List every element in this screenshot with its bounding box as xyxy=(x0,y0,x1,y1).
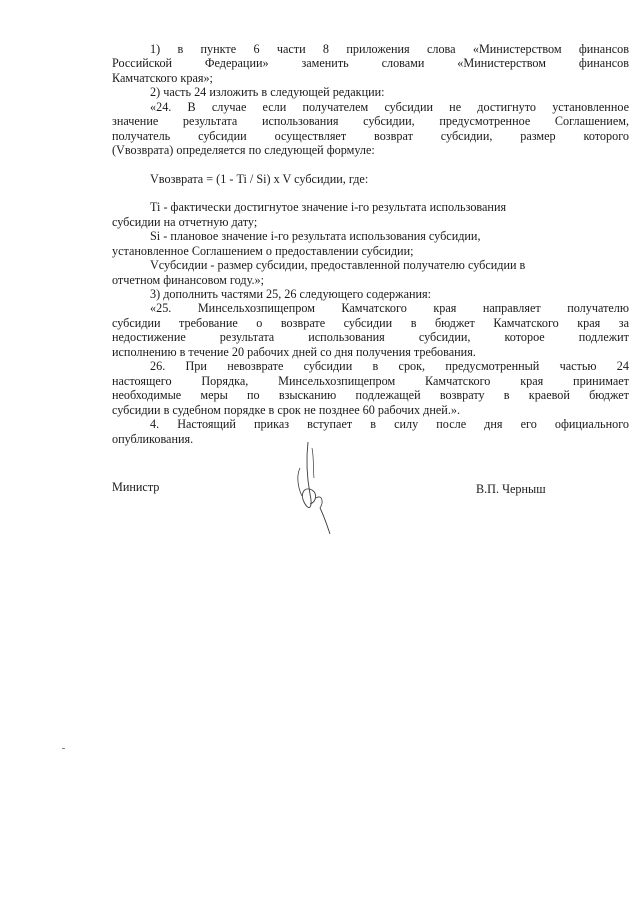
text-line: субсидии в судебном порядке в срок не позднее 60 рабочих дней.». xyxy=(112,403,461,417)
text-line: «24. В случае если получателем субсидии не достигнуто установленное xyxy=(150,100,629,114)
text-line: опубликования. xyxy=(112,432,194,446)
text-line: субсидии требование о возврате субсидии в бюджет Камчатского края за xyxy=(112,316,629,330)
text-line: Камчатского края»; xyxy=(112,71,213,85)
signatory-title: Министр xyxy=(112,480,160,494)
handwritten-signature xyxy=(282,438,342,538)
text-line: Ti - фактически достигнутое значение i-го результата использования xyxy=(150,200,507,214)
text-line: исполнению в течение 20 рабочих дней со дня получения требования. xyxy=(112,345,476,359)
text-line: 26. При невозврате субсидии в срок, предусмотренный частью 24 xyxy=(150,359,629,373)
text-line: недостижение результата использования субсидии, которое подлежит xyxy=(112,330,629,344)
formula-line: Vвозврата = (1 - Ti / Si) x V субсидии, где: xyxy=(150,172,369,186)
scan-speck xyxy=(62,748,65,749)
text-line: 4. Настоящий приказ вступает в силу после дня его официального xyxy=(150,417,629,431)
text-line: Vсубсидии - размер субсидии, предоставленной получателю субсидии в xyxy=(150,258,526,272)
text-line: 3) дополнить частями 25, 26 следующего содержания: xyxy=(150,287,432,301)
text-line: (Vвозврата) определяется по следующей формуле: xyxy=(112,143,375,157)
text-line: «25. Минсельхозпищепром Камчатского края направляет получателю xyxy=(150,301,629,315)
text-line: субсидии на отчетную дату; xyxy=(112,215,258,229)
signatory-name: В.П. Черныш xyxy=(476,482,546,496)
text-line: 2) часть 24 изложить в следующей редакции: xyxy=(150,85,385,99)
text-line: Si - плановое значение i-го результата использования субсидии, xyxy=(150,229,481,243)
text-line: значение результата использования субсидии, предусмотренное Соглашением, xyxy=(112,114,629,128)
text-line: установленное Соглашением о предоставлении субсидии; xyxy=(112,244,414,258)
text-line: 1) в пункте 6 части 8 приложения слова «Министерством финансов xyxy=(150,42,629,56)
text-line: Российской Федерации» заменить словами «Министерством финансов xyxy=(112,56,629,70)
text-line: настоящего Порядка, Минсельхозпищепром Камчатского края принимает xyxy=(112,374,629,388)
text-line: получатель субсидии осуществляет возврат субсидии, размер которого xyxy=(112,129,629,143)
text-line: отчетном финансовом году.»; xyxy=(112,273,264,287)
text-line: необходимые меры по взысканию подлежащей возврату в краевой бюджет xyxy=(112,388,629,402)
